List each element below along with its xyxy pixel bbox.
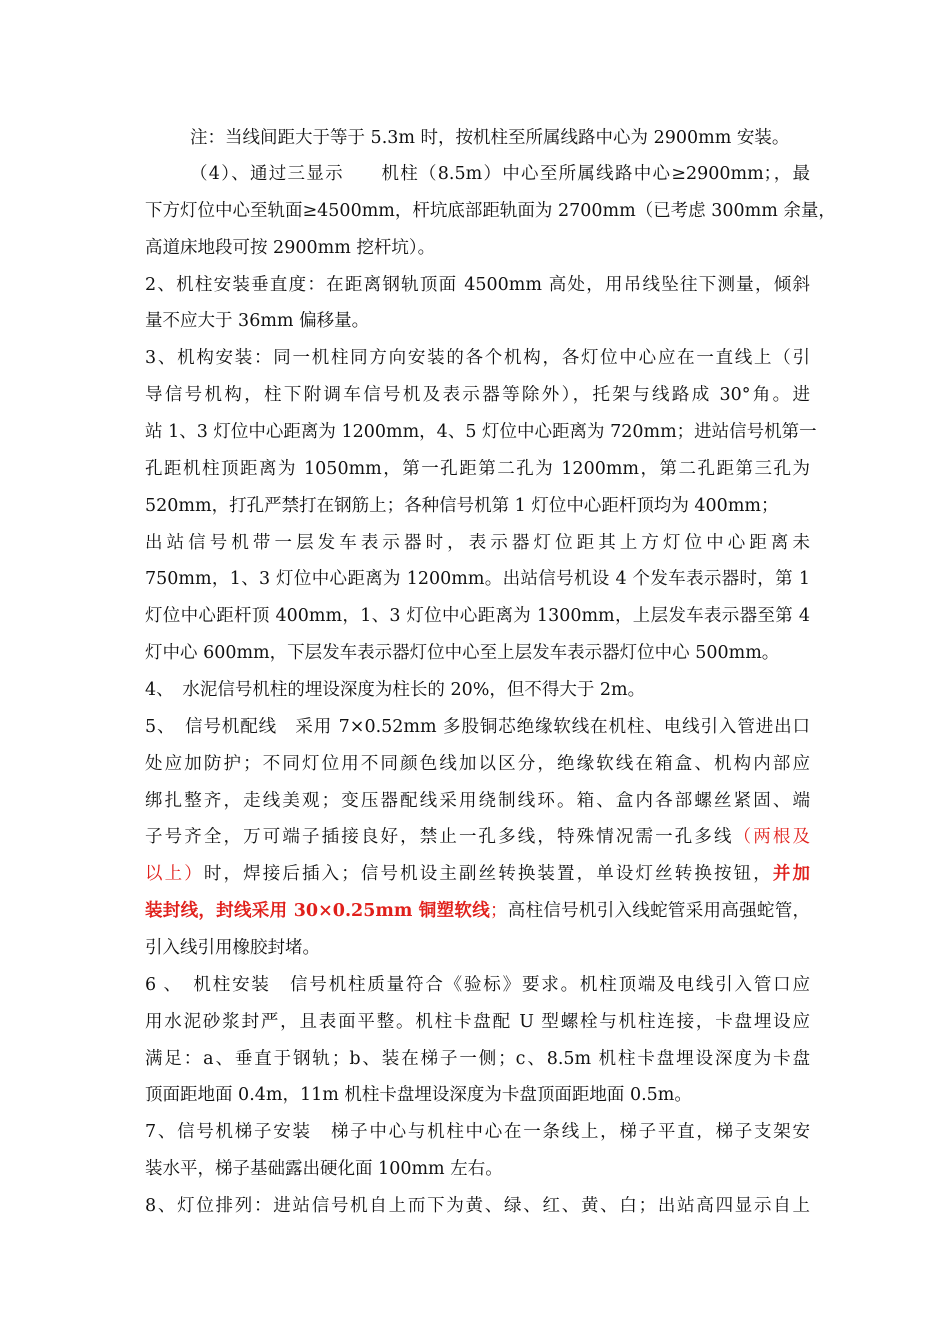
paragraph-line [145,1121,810,1143]
text-run: （4）、通过三显示 机柱（8.5m）中心至所属线路中心≥2900mm；，最 [190,164,810,184]
paragraph-line [145,790,810,812]
text-run: 4、 水泥信号机柱的埋设深度为柱长的 20%，但不得大于 2m。 [145,680,646,700]
text-run: 5、 信号机配线 采用 7×0.52mm 多股铜芯绝缘软线在机柱、电线引入管进出口 [145,717,810,737]
text-run: 7、信号机梯子安装 梯子中心与机柱中心在一条线上，梯子平直，梯子支架安 [145,1122,810,1142]
text-run: 下方灯位中心至轨面≥4500mm，杆坑底部距轨面为 2700mm（已考虑 300mm 余量， [145,201,836,221]
emphasized-text: 装封线，封线采用 30×0.25mm 铜塑软线 [145,901,490,921]
paragraph-line [145,458,810,480]
text-run: 高道床地段可按 2900mm 挖杆坑）。 [145,238,436,258]
highlighted-text: ； [489,901,508,921]
text-run: 3、机构安装：同一机柱同方向安装的各个机构，各灯位中心应在一直线上（引 [145,348,810,368]
text-run: 装水平，梯子基础露出硬化面 100mm 左右。 [145,1159,503,1179]
paragraph-line [145,642,810,664]
paragraph-line [145,532,810,554]
paragraph-line [145,421,817,443]
paragraph-line [145,384,810,406]
paragraph-line [145,937,810,959]
text-run: 520mm，打孔严禁打在钢筋上；各种信号机第 1 灯位中心距杆顶均为 400mm； [145,496,779,516]
paragraph-line [145,237,810,259]
emphasized-text: 并加 [772,864,811,884]
text-run: 孔距机柱顶距离为 1050mm，第一孔距第二孔为 1200mm，第二孔距第三孔为 [145,459,810,479]
text-run: 灯位中心距杆顶 400mm，1、3 灯位中心距离为 1300mm，上层发车表示器至第 4 [145,606,810,626]
text-run: 2、机柱安装垂直度：在距离钢轨顶面 4500mm 高处，用吊线坠往下测量，倾斜 [145,275,810,295]
text-run: 高柱信号机引入线蛇管采用高强蛇管， [507,901,810,921]
paragraph-line [145,679,810,701]
text-run: 8、灯位排列：进站信号机自上而下为黄、绿、红、黄、白；出站高四显示自上 [145,1196,810,1216]
paragraph-line [145,1011,810,1033]
text-run: 用水泥砂浆封严，且表面平整。机柱卡盘配 U 型螺栓与机柱连接，卡盘埋设应 [145,1012,810,1032]
text-run: 满足：a、垂直于钢轨；b、装在梯子一侧；c、8.5m 机柱卡盘埋设深度为卡盘 [145,1049,810,1069]
paragraph-line [145,1048,810,1070]
text-run: 站 1、3 灯位中心距离为 1200mm，4、5 灯位中心距离为 720mm；进站信号机第一 [145,422,817,442]
paragraph-line [145,1158,810,1180]
paragraph-line [145,495,810,517]
text-run: 绑扎整齐，走线美观；变压器配线采用绕制线环。箱、盒内各部螺丝紧固、端 [145,791,810,811]
paragraph-line [145,753,810,775]
text-run: 引入线引用橡胶封堵。 [145,938,320,958]
text-run: 导信号机构，柱下附调车信号机及表示器等除外），托架与线路成 30°角。进 [145,385,810,405]
paragraph-line [145,1084,810,1106]
text-run: 顶面距地面 0.4m，11m 机柱卡盘埋设深度为卡盘顶面距地面 0.5m。 [145,1085,692,1105]
text-run: 注：当线间距大于等于 5.3m 时，按机柱至所属线路中心为 2900mm 安装。 [190,128,790,148]
paragraph-line [190,163,810,185]
text-run: 时，焊接后插入；信号机设主副丝转换装置，单设灯丝转换按钮， [203,864,773,884]
highlighted-text: （两根及 [733,827,811,847]
paragraph-line [145,826,810,848]
text-run: 750mm，1、3 灯位中心距离为 1200mm。出站信号机设 4 个发车表示器时，第 1 [145,569,810,589]
paragraph-line [145,974,810,996]
paragraph-line [145,274,810,296]
note-line [190,127,810,149]
text-run: 处应加防护；不同灯位用不同颜色线加以区分，绝缘软线在箱盒、机构内部应 [145,754,810,774]
text-run: 量不应大于 36mm 偏移量。 [145,311,370,331]
text-run: 出站信号机带一层发车表示器时，表示器灯位距其上方灯位中心距离未 [145,533,810,553]
paragraph-line [145,863,810,885]
paragraph-line [145,605,810,627]
paragraph-line [145,568,810,590]
paragraph-line [145,310,810,332]
text-run: 灯中心 600mm，下层发车表示器灯位中心至上层发车表示器灯位中心 500mm。 [145,643,780,663]
text-run: 子号齐全，万可端子插接良好，禁止一孔多线，特殊情况需一孔多线 [145,827,734,847]
paragraph-line [145,1195,810,1217]
highlighted-text: 以上） [145,864,204,884]
paragraph-line [145,716,810,738]
paragraph-line [145,900,810,922]
paragraph-line [145,347,810,369]
text-run: 6 、 机柱安装 信号机柱质量符合《验标》要求。机柱顶端及电线引入管口应 [145,975,810,995]
paragraph-line [145,200,836,222]
